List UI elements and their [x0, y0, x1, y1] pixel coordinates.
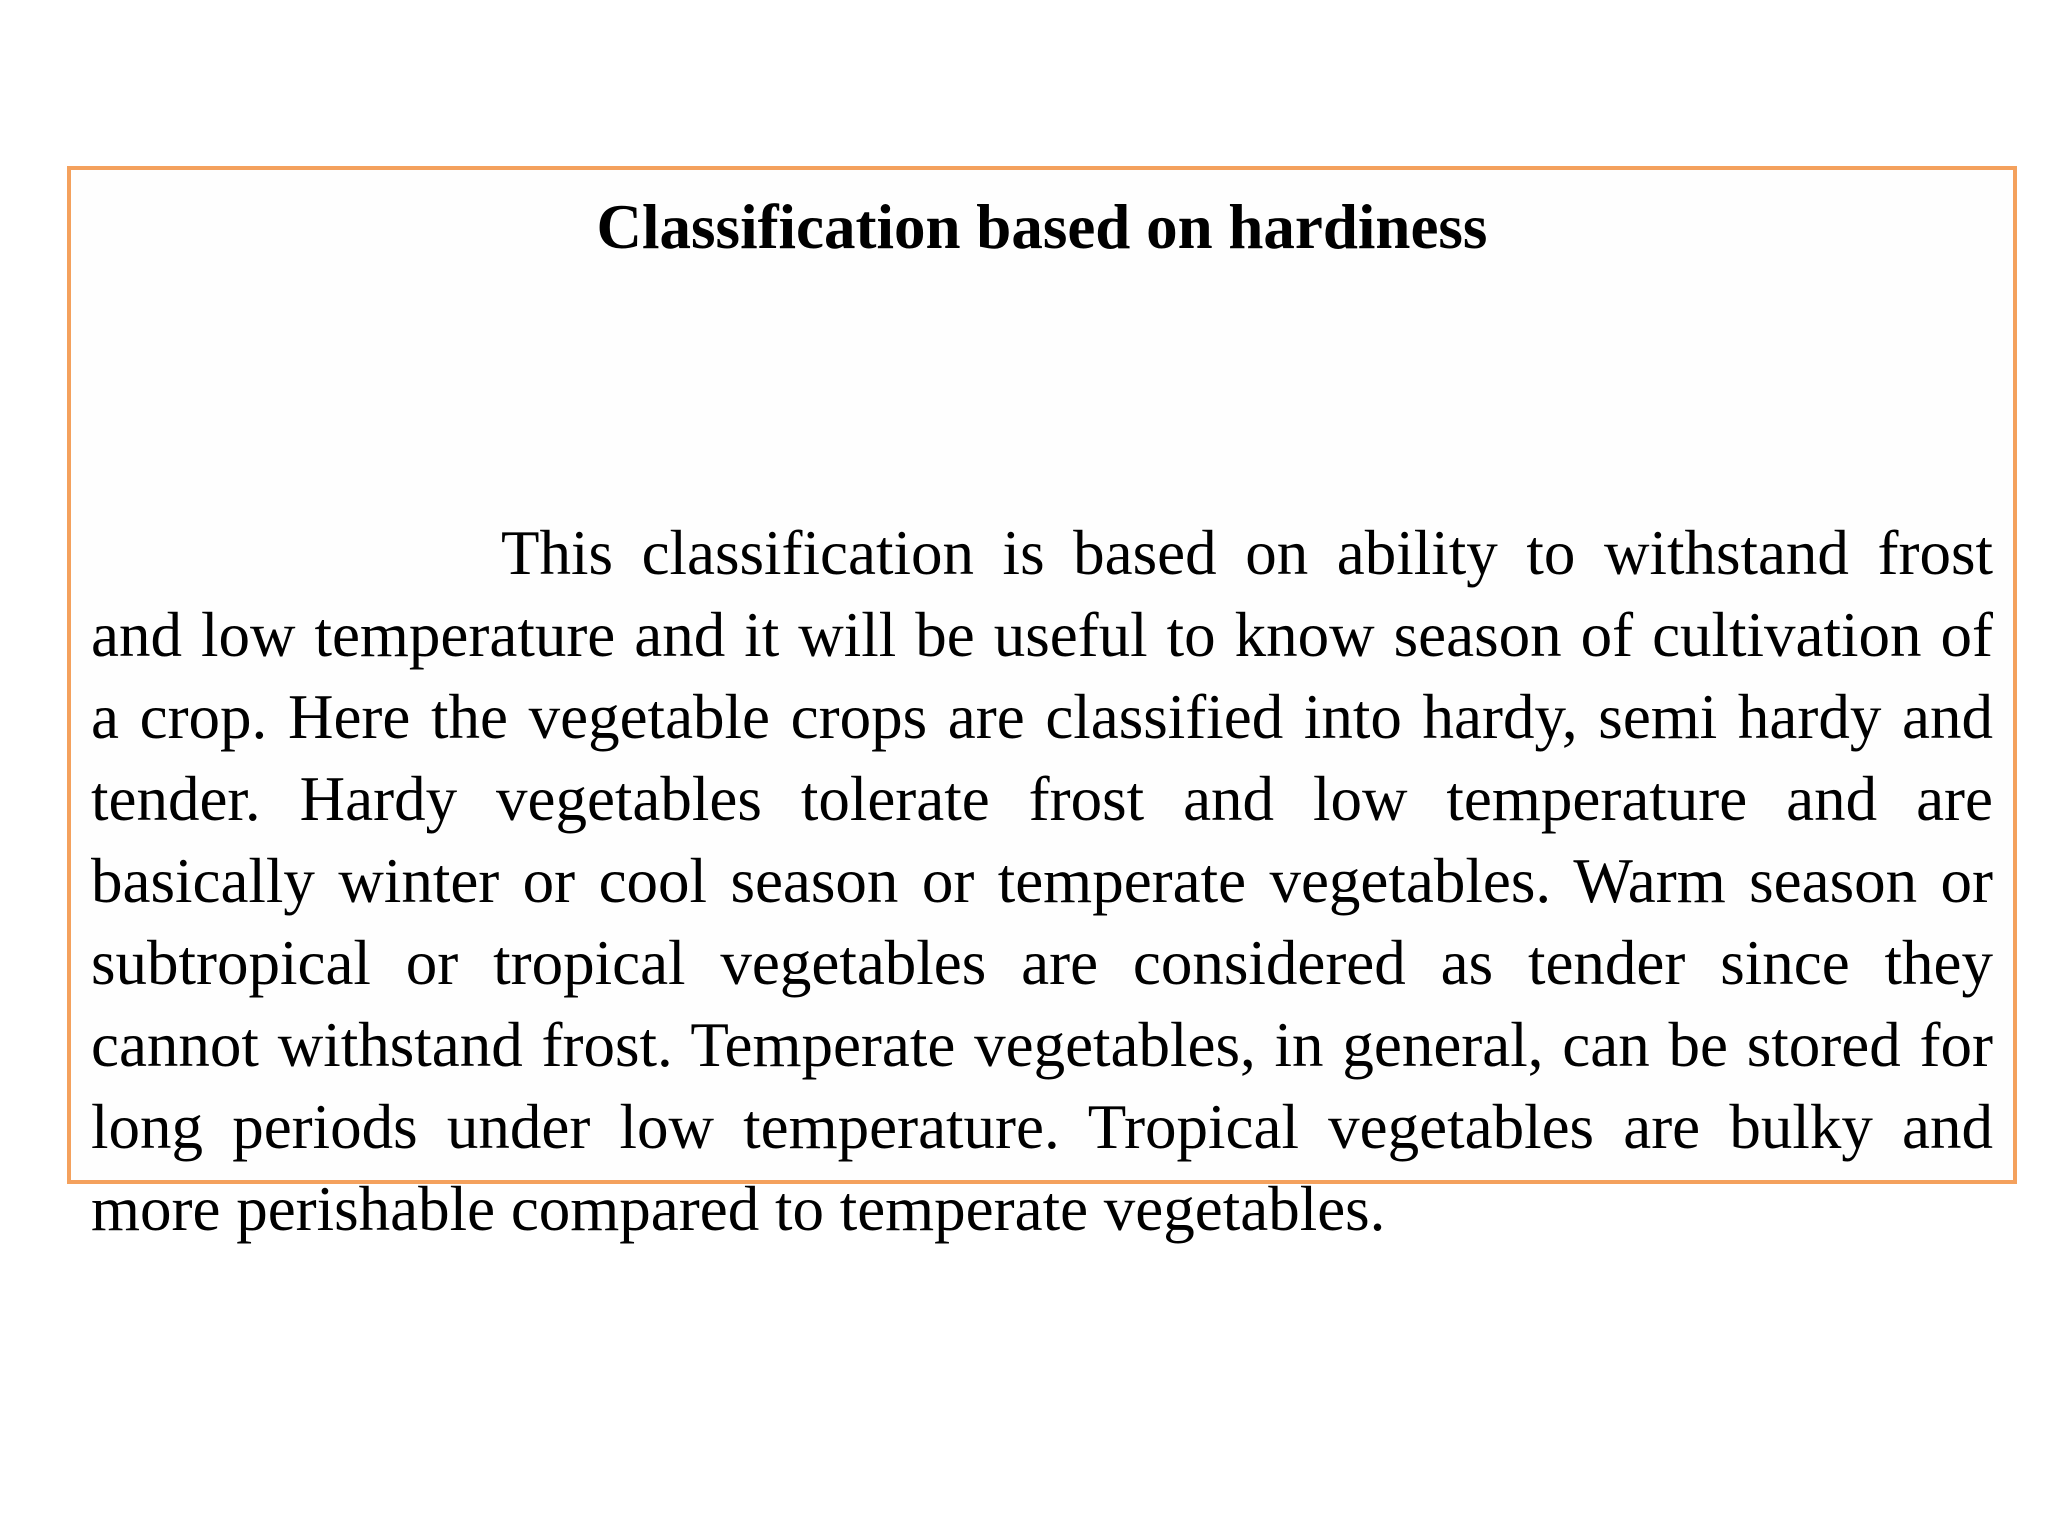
body-paragraph: This classification is based on ability to withstand frost and low temperature and it will be useful to know season of cultivation of a crop. Here the vegetable crops are classified into hardy, semi hardy and tender. Hardy vegetables tolerate frost and low temperature and are basically winter or cool season or temperate vegetables. Warm season or subtropical or tropical vegetables are considered as tender since they cannot withstand frost. Temperate vegetables, in general, can be stored for long periods under low temperature. Tropical vegetables are bulky and more perishable compared to temperate vegetables. — [91, 518, 1993, 1244]
heading: Classification based on hardiness — [596, 192, 1488, 262]
text-box — [67, 166, 2017, 1244]
